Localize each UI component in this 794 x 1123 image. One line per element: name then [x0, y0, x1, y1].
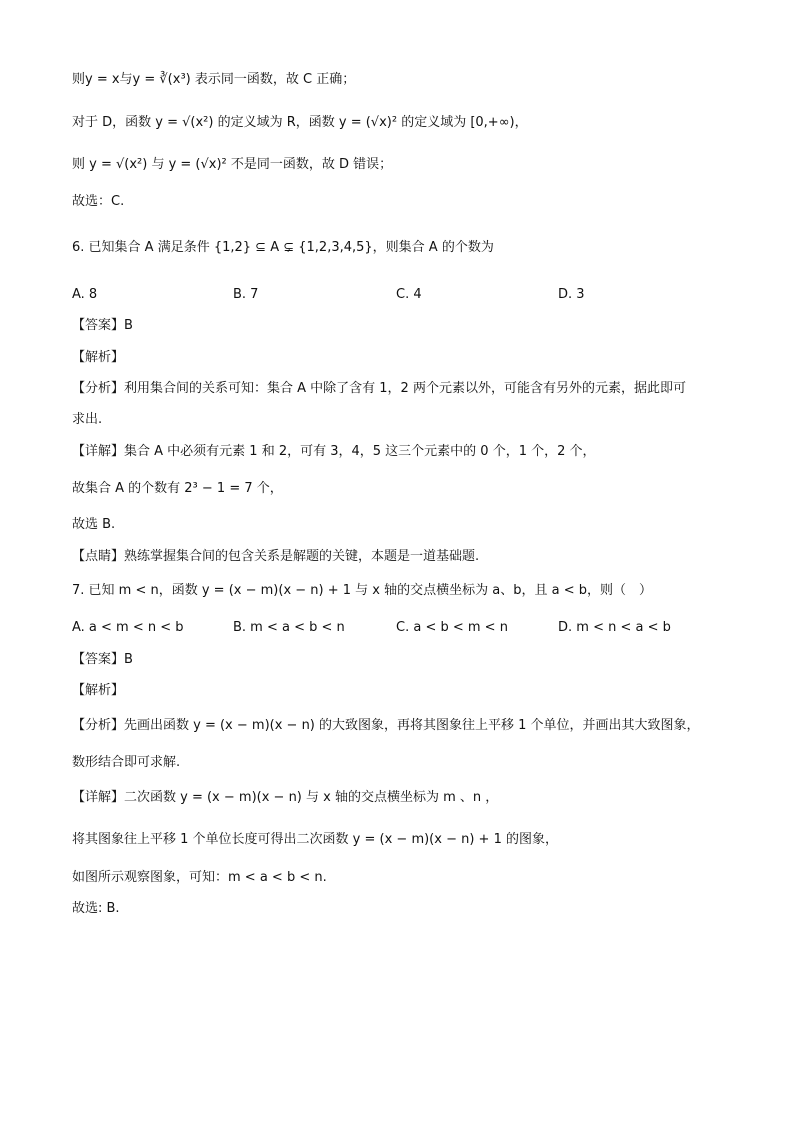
detail-text: 故集合 A 的个数有 2³ − 1 = 7 个， — [72, 481, 283, 496]
text-line: 则y = x与y = ∛(x³) 表示同一函数，故 C 正确； — [72, 72, 356, 87]
text-line: 对于 D，函数 y = √(x²) 的定义域为 R，函数 y = (√x)² 的定义域为 [0,+∞)， — [72, 115, 528, 130]
detail-text: 将其图象往上平移 1 个单位长度可得出二次函数 y = (x − m)(x − n) + 1 的图象， — [72, 832, 558, 847]
question-7: 7. 已知 m < n，函数 y = (x − m)(x − n) + 1 与 x 轴的交点横坐标为 a、b，且 a < b，则（ ） — [72, 583, 652, 598]
option-a: A. 8 — [72, 287, 98, 302]
detail-text: 如图所示观察图象，可知：m < a < b < n. — [72, 870, 327, 885]
option-b: B. m < a < b < n — [233, 620, 345, 635]
analysis-text: 求出. — [72, 412, 103, 427]
text-line: 则 y = √(x²) 与 y = (√x)² 不是同一函数，故 D 错误； — [72, 157, 393, 172]
option-d: D. 3 — [558, 287, 585, 302]
detail-text: 故选 B. — [72, 517, 116, 532]
question-6: 6. 已知集合 A 满足条件 {1,2} ⊆ A ⊊ {1,2,3,4,5}，则集合 A 的个数为 — [72, 240, 494, 255]
option-a: A. a < m < n < b — [72, 620, 184, 635]
analysis-label: 【解析】 — [72, 350, 125, 365]
analysis-label: 【解析】 — [72, 683, 125, 698]
detail-text: 故选: B. — [72, 901, 120, 916]
analysis-text: 【分析】先画出函数 y = (x − m)(x − n) 的大致图象，再将其图象往上平移 1 个单位，并画出其大致图象， — [72, 718, 700, 733]
analysis-text: 数形结合即可求解. — [72, 755, 181, 770]
answer-label: 【答案】B — [72, 318, 133, 333]
comment-text: 【点睛】熟练掌握集合间的包含关系是解题的关键，本题是一道基础题. — [72, 549, 480, 564]
detail-text: 【详解】集合 A 中必须有元素 1 和 2，可有 3，4，5 这三个元素中的 0 个，1 个，2 个， — [72, 444, 596, 459]
option-c: C. 4 — [396, 287, 422, 302]
option-b: B. 7 — [233, 287, 259, 302]
option-c: C. a < b < m < n — [396, 620, 508, 635]
analysis-text: 【分析】利用集合间的关系可知：集合 A 中除了含有 1，2 两个元素以外，可能含有另外的元素，据此即可 — [72, 381, 686, 396]
detail-text: 【详解】二次函数 y = (x − m)(x − n) 与 x 轴的交点横坐标为 m 、n ， — [72, 790, 499, 805]
text-line: 故选：C. — [72, 194, 125, 209]
answer-label: 【答案】B — [72, 652, 133, 667]
option-d: D. m < n < a < b — [558, 620, 671, 635]
